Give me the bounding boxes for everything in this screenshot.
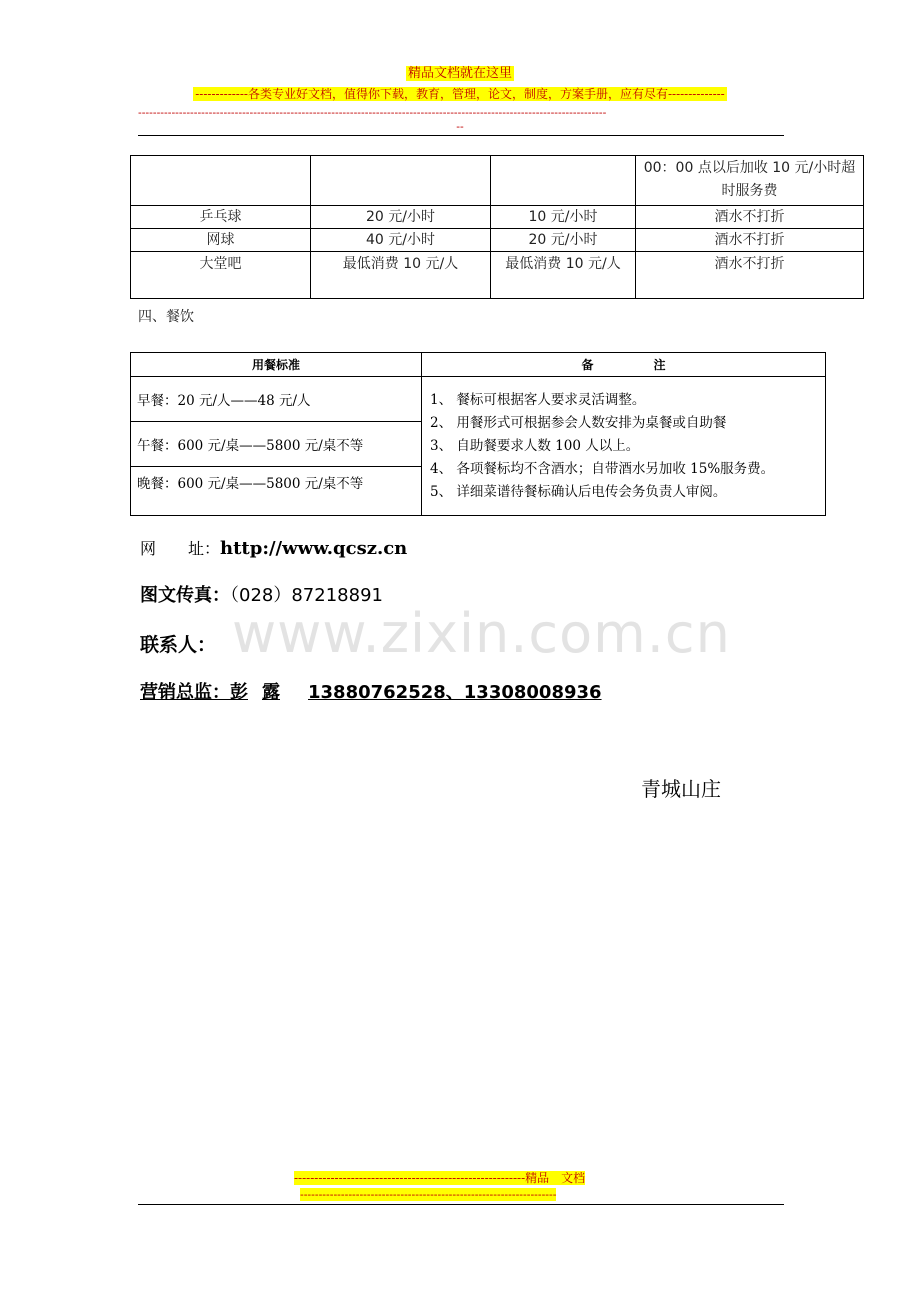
contact-person-label: 联系人： [140,634,217,656]
header-dash-tail: -- [456,120,464,133]
column-header-meal: 用餐标准 [131,353,422,377]
header-title [0,66,920,82]
meal-dinner: 晚餐：600 元/桌——5800 元/桌不等 [131,467,422,516]
website-link[interactable]: http://www.qcsz.cn [220,538,408,559]
table-cell: 酒水不打折 [636,252,864,299]
table-cell: 最低消费 10 元/人 [311,252,491,299]
header-banner-text: -------------各类专业好文档，值得你下载，教育，管理，论文，制度，方案手册，应有尽有-------------- [195,87,725,101]
table-cell: 网球 [131,229,311,252]
section-heading-dining: 四、餐饮 [138,309,194,325]
table-row [131,206,864,229]
table-cell: 最低消费 10 元/人 [491,252,636,299]
header-dash-line: ------------------------------------------------------------------------------------------------------------------------------ [138,106,607,119]
director-label: 营销总监：彭 [140,682,248,703]
director-phones: 13880762528、13308008936 [308,682,602,703]
meal-breakfast: 早餐：20 元/人——48 元/人 [131,377,422,422]
table-cell: 00：00 点以后加收 10 元/小时超时服务费 [636,156,864,206]
table-cell: 酒水不打折 [636,206,864,229]
table-row [131,252,864,299]
director-name-second: 露 [262,682,280,703]
footer-banner-text: ---------------------------------------------------------精品 文档 [294,1171,586,1185]
footer-banner [294,1170,585,1186]
footer-rule [138,1204,784,1205]
signature: 青城山庄 [641,777,721,801]
table-cell [491,156,636,206]
table-cell: 酒水不打折 [636,229,864,252]
header-rule [138,135,784,136]
website-label: 网 址： [140,539,221,558]
note-item: 2、 用餐形式可根据参会人数安排为桌餐或自助餐 [430,414,727,431]
note-item: 1、 餐标可根据客人要求灵活调整。 [430,391,646,408]
table-row [131,377,826,422]
website-line [140,537,407,561]
fax-line [140,584,383,608]
meal-lunch: 午餐：600 元/桌——5800 元/桌不等 [131,422,422,467]
dining-standard-table [130,352,826,516]
column-header-notes: 备 注 [422,353,826,377]
footer-dash-line [300,1188,556,1202]
notes-cell [422,377,826,516]
fax-number: （028）87218891 [230,585,383,606]
table-row [131,156,864,206]
table-cell: 乒乓球 [131,206,311,229]
watermark: www.zixin.com.cn [232,602,731,665]
footer-dash-text: --------------------------------------------------------------------- [300,1188,557,1201]
table-cell: 20 元/小时 [491,229,636,252]
table-row [131,229,864,252]
table-cell: 大堂吧 [131,252,311,299]
table-cell: 40 元/小时 [311,229,491,252]
header-title-text: 精品文档就在这里 [407,66,512,81]
table-cell [311,156,491,206]
table-cell: 20 元/小时 [311,206,491,229]
note-item: 5、 详细菜谱待餐标确认后电传会务负责人审阅。 [430,483,727,500]
fax-label: 图文传真： [140,585,230,606]
table-header-row [131,353,826,377]
table-cell: 10 元/小时 [491,206,636,229]
marketing-director-line [140,681,602,705]
note-item: 4、 各项餐标均不含酒水；自带酒水另加收 15%服务费。 [430,460,775,477]
note-item: 3、 自助餐要求人数 100 人以上。 [430,437,640,454]
header-banner [0,86,920,102]
table-cell [131,156,311,206]
facility-price-table [130,155,864,299]
